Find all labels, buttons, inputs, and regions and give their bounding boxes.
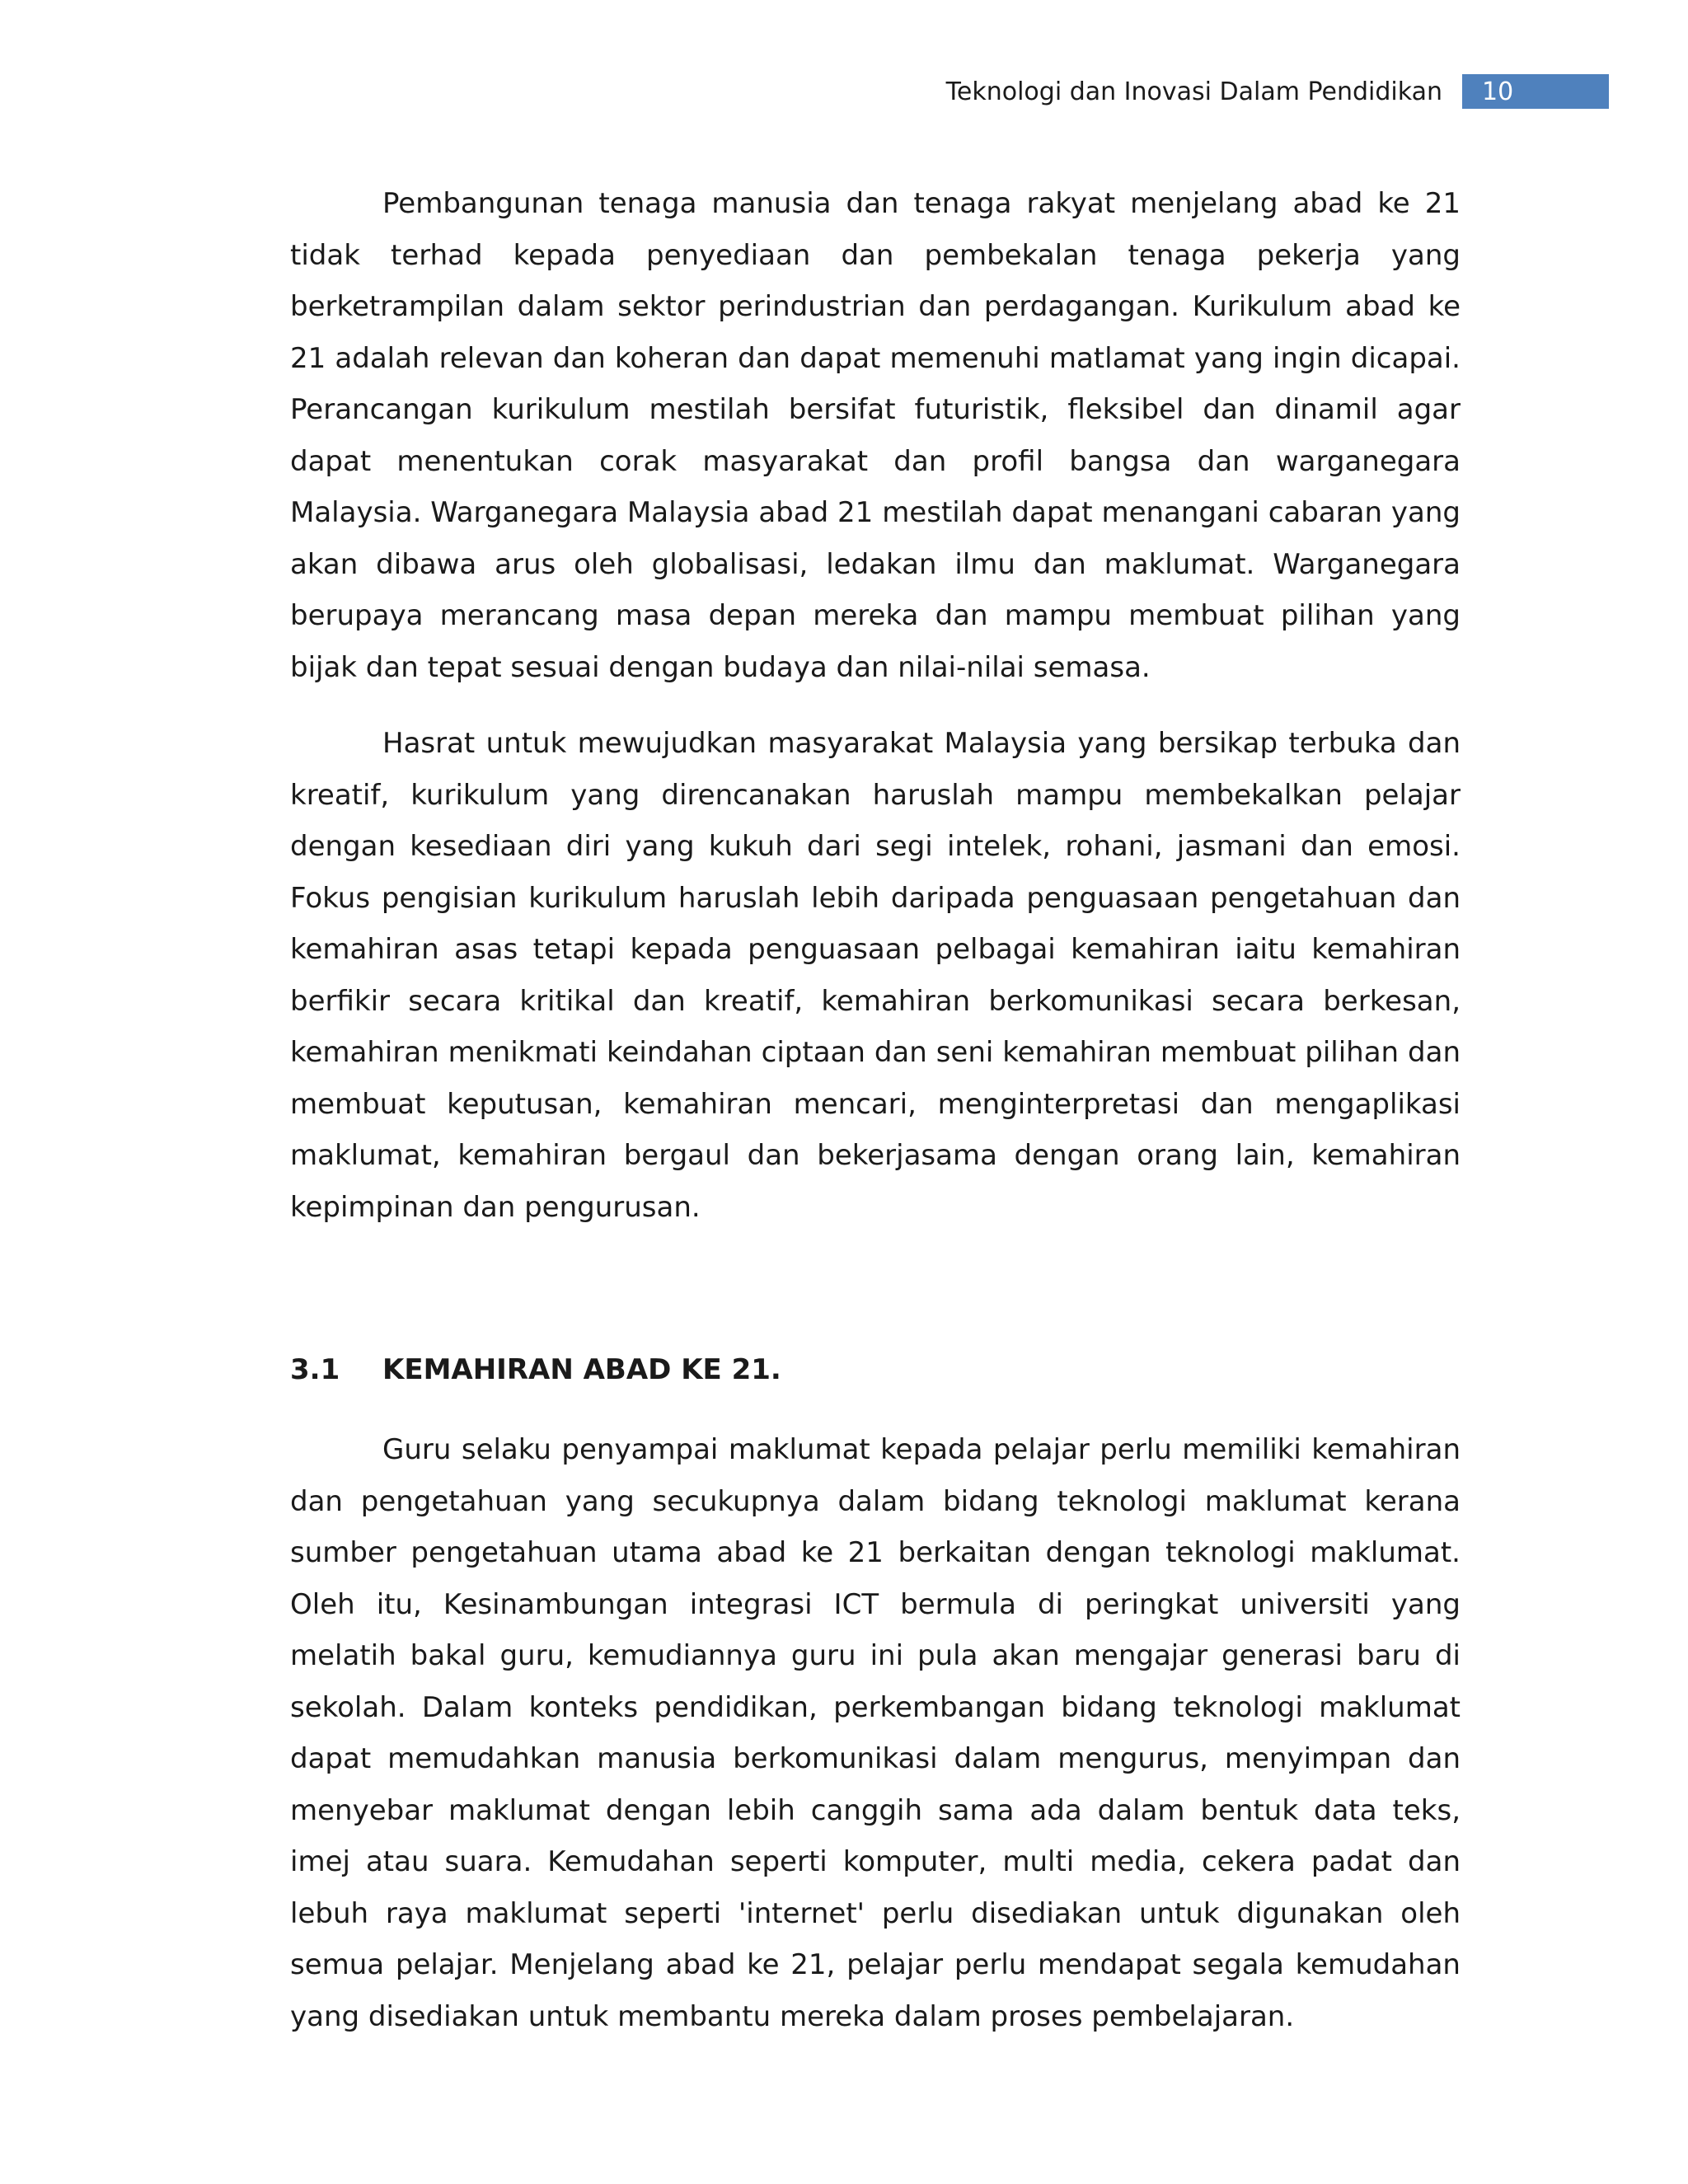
paragraph-2: Hasrat untuk mewujudkan masyarakat Malaysia yang bersikap terbuka dan kreatif, kurikulum yang direncanakan haruslah mampu membekalkan pelajar dengan kesediaan diri yang kukuh dari segi intelek, rohani, jasmani dan emosi. Fokus pengisian kurikulum haruslah lebih daripada penguasaan pengetahuan dan kemahiran asas tetapi kepada penguasaan pelbagai kemahiran iaitu kemahiran berfikir secara kritikal dan kreatif, kemahiran berkomunikasi secara berkesan, kemahiran menikmati keindahan ciptaan dan seni kemahiran membuat pilihan dan membuat keputusan, kemahiran mencari, menginterpretasi dan mengaplikasi maklumat, kemahiran bergaul dan bekerjasama dengan orang lain, kemahiran kepimpinan dan pengurusan. [290, 727, 1461, 1224]
section-title: KEMAHIRAN ABAD KE 21. [382, 1353, 781, 1386]
page-number: 10 [1482, 77, 1514, 106]
document-body [290, 178, 1461, 2042]
page-header [824, 73, 1609, 110]
section-number: 3.1 [290, 1353, 340, 1386]
section-heading [290, 1353, 1461, 1386]
paragraph-1: Pembangunan tenaga manusia dan tenaga rakyat menjelang abad ke 21 tidak terhad kepada penyediaan dan pembekalan tenaga pekerja yang berketrampilan dalam sektor perindustrian dan perdagangan. Kurikulum abad ke 21 adalah relevan dan koheran dan dapat memenuhi matlamat yang ingin dicapai. Perancangan kurikulum mestilah bersifat futuristik, fleksibel dan dinamil agar dapat menentukan corak masyarakat dan profil bangsa dan warganegara Malaysia. Warganegara Malaysia abad 21 mestilah dapat menangani cabaran yang akan dibawa arus oleh globalisasi, ledakan ilmu dan maklumat. Warganegara berupaya merancang masa depan mereka dan mampu membuat pilihan yang bijak dan tepat sesuai dengan budaya dan nilai-nilai semasa. [290, 187, 1461, 684]
page-number-badge [1462, 74, 1609, 109]
header-title: Teknologi dan Inovasi Dalam Pendidikan [945, 77, 1442, 106]
section-paragraph: Guru selaku penyampai maklumat kepada pelajar perlu memiliki kemahiran dan pengetahuan yang secukupnya dalam bidang teknologi maklumat kerana sumber pengetahuan utama abad ke 21 berkaitan dengan teknologi maklumat. Oleh itu, Kesinambungan integrasi ICT bermula di peringkat universiti yang melatih bakal guru, kemudiannya guru ini pula akan mengajar generasi baru di sekolah. Dalam konteks pendidikan, perkembangan bidang teknologi maklumat dapat memudahkan manusia berkomunikasi dalam mengurus, menyimpan dan menyebar maklumat dengan lebih canggih sama ada dalam bentuk data teks, imej atau suara. Kemudahan seperti komputer, multi media, cekera padat dan lebuh raya maklumat seperti 'internet' perlu disediakan untuk digunakan oleh semua pelajar. Menjelang abad ke 21, pelajar perlu mendapat segala kemudahan yang disediakan untuk membantu mereka dalam proses pembelajaran. [290, 1433, 1461, 2033]
